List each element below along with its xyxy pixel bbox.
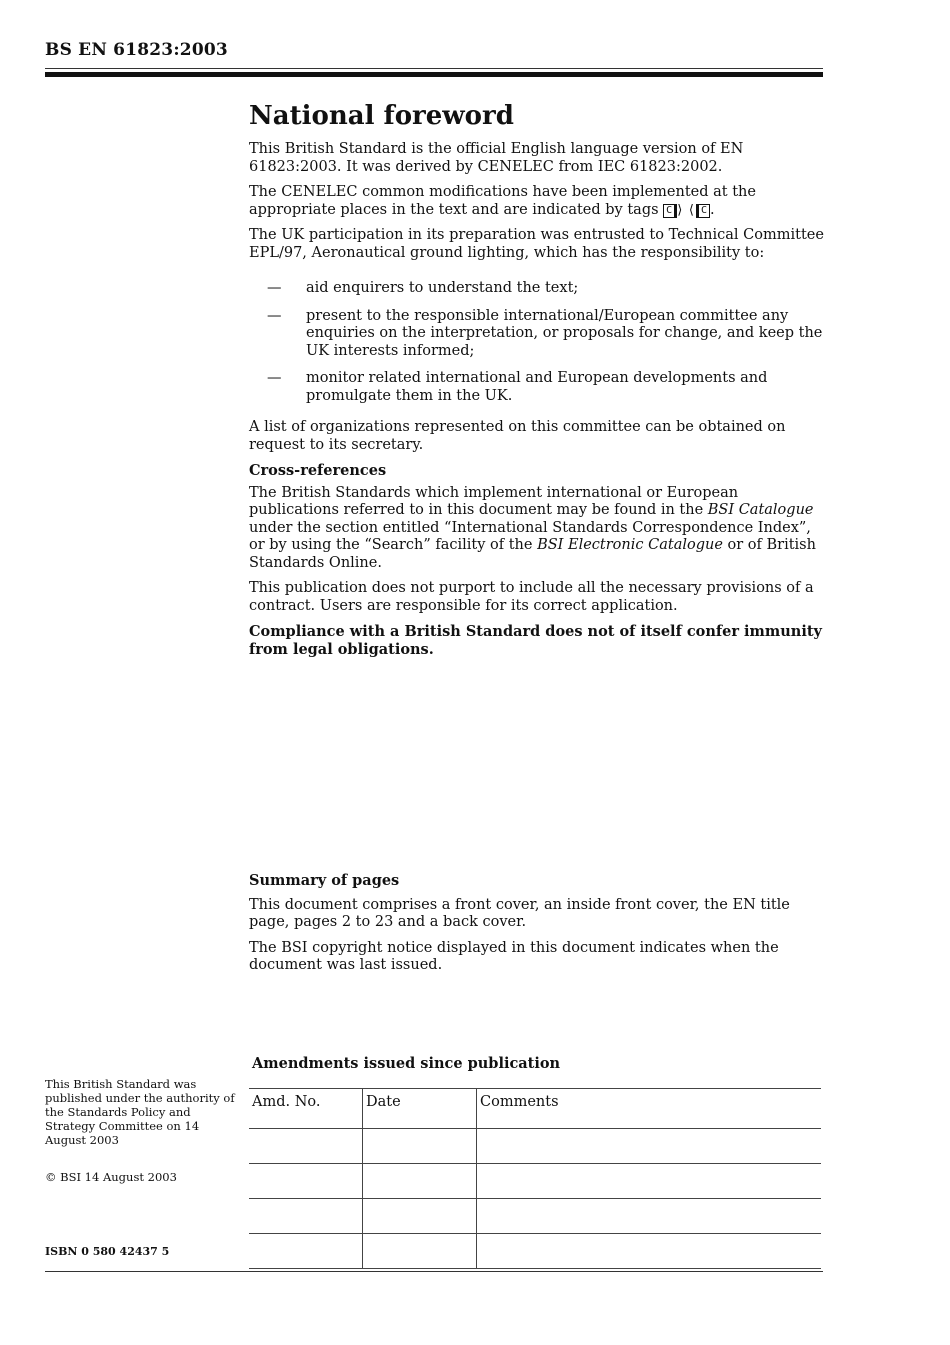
column-header-comments: Comments: [477, 1089, 822, 1129]
bsi-electronic-catalogue-ref: BSI Electronic Catalogue: [537, 537, 723, 553]
page-title: National foreword: [249, 101, 514, 131]
header-rule-thin: [45, 68, 823, 69]
summary-section: [249, 872, 825, 983]
summary-paragraph: This document comprises a front cover, an inside front cover, the EN title page, pages 2 to 23 and a back cover.: [249, 896, 790, 930]
compliance-statement: Compliance with a British Standard does not of itself confer immunity from legal obligations.: [249, 623, 822, 658]
amendments-title: Amendments issued since publication: [252, 1055, 561, 1072]
bsi-catalogue-ref: BSI Catalogue: [707, 502, 814, 518]
table-row: [249, 1199, 821, 1234]
header-rule-thick: [45, 72, 823, 77]
tag-close-icon: C: [696, 204, 710, 218]
committee-paragraph: The UK participation in its preparation was entrusted to Technical Committee EPL/97, Aeronautical ground lighting, which has the responsibility to:: [249, 227, 824, 261]
copyright-notice-paragraph: The BSI copyright notice displayed in this document indicates when the document was last issued.: [249, 939, 779, 973]
intro-paragraph: This British Standard is the official English language version of EN 61823:2003. It was derived by CENELEC from IEC 61823:2002.: [249, 141, 744, 175]
column-header-amd-no: Amd. No.: [249, 1089, 363, 1129]
amendments-table: [249, 1088, 821, 1269]
tag-open-icon: C: [663, 204, 677, 218]
table-header-row: [249, 1089, 821, 1129]
table-row: [249, 1164, 821, 1199]
column-header-date: Date: [363, 1089, 477, 1129]
copyright-line: © BSI 14 August 2003: [45, 1170, 177, 1184]
document-id-header: BS EN 61823:2003: [45, 40, 228, 60]
organizations-paragraph: A list of organizations represented on this committee can be obtained on request to its secretary.: [249, 419, 786, 453]
modifications-text: The CENELEC common modifications have been implemented at the appropriate places in the text and are indicated by tags: [249, 184, 756, 218]
foreword-section: [249, 100, 825, 666]
modifications-paragraph: The CENELEC common modifications have been implemented at the appropriate places in the text and are indicated by tags C ⟩ ⟨ C .: [249, 184, 756, 218]
cross-references-paragraph: The British Standards which implement international or European publications referred to in this document may be found in the BSI Catalogue under the section entitled “International Standards Correspondence Index”, or by using the “Search” facility of the BSI Electronic Catalogue or of British Standards Online.: [249, 484, 816, 571]
table-row: [249, 1129, 821, 1164]
list-item: — monitor related international and European developments and promulgate them in the UK.: [267, 370, 768, 404]
provisions-paragraph: This publication does not purport to include all the necessary provisions of a contract. Users are responsible for its correct application.: [249, 580, 814, 614]
responsibility-list: [249, 280, 825, 405]
table-row: [249, 1234, 821, 1269]
footer-rule: [45, 1271, 823, 1272]
cross-references-heading: Cross-references: [249, 462, 387, 479]
list-item: — aid enquirers to understand the text;: [267, 280, 579, 296]
isbn: ISBN 0 580 42437 5: [45, 1245, 170, 1258]
authority-note: This British Standard was published under the authority of the Standards Policy and Strategy Committee on 14 August 2003: [45, 1077, 235, 1147]
summary-heading: Summary of pages: [249, 872, 400, 889]
list-item: — present to the responsible international/European committee any enquiries on the interpretation, or proposals for change, and keep the UK interests informed;: [267, 307, 823, 359]
